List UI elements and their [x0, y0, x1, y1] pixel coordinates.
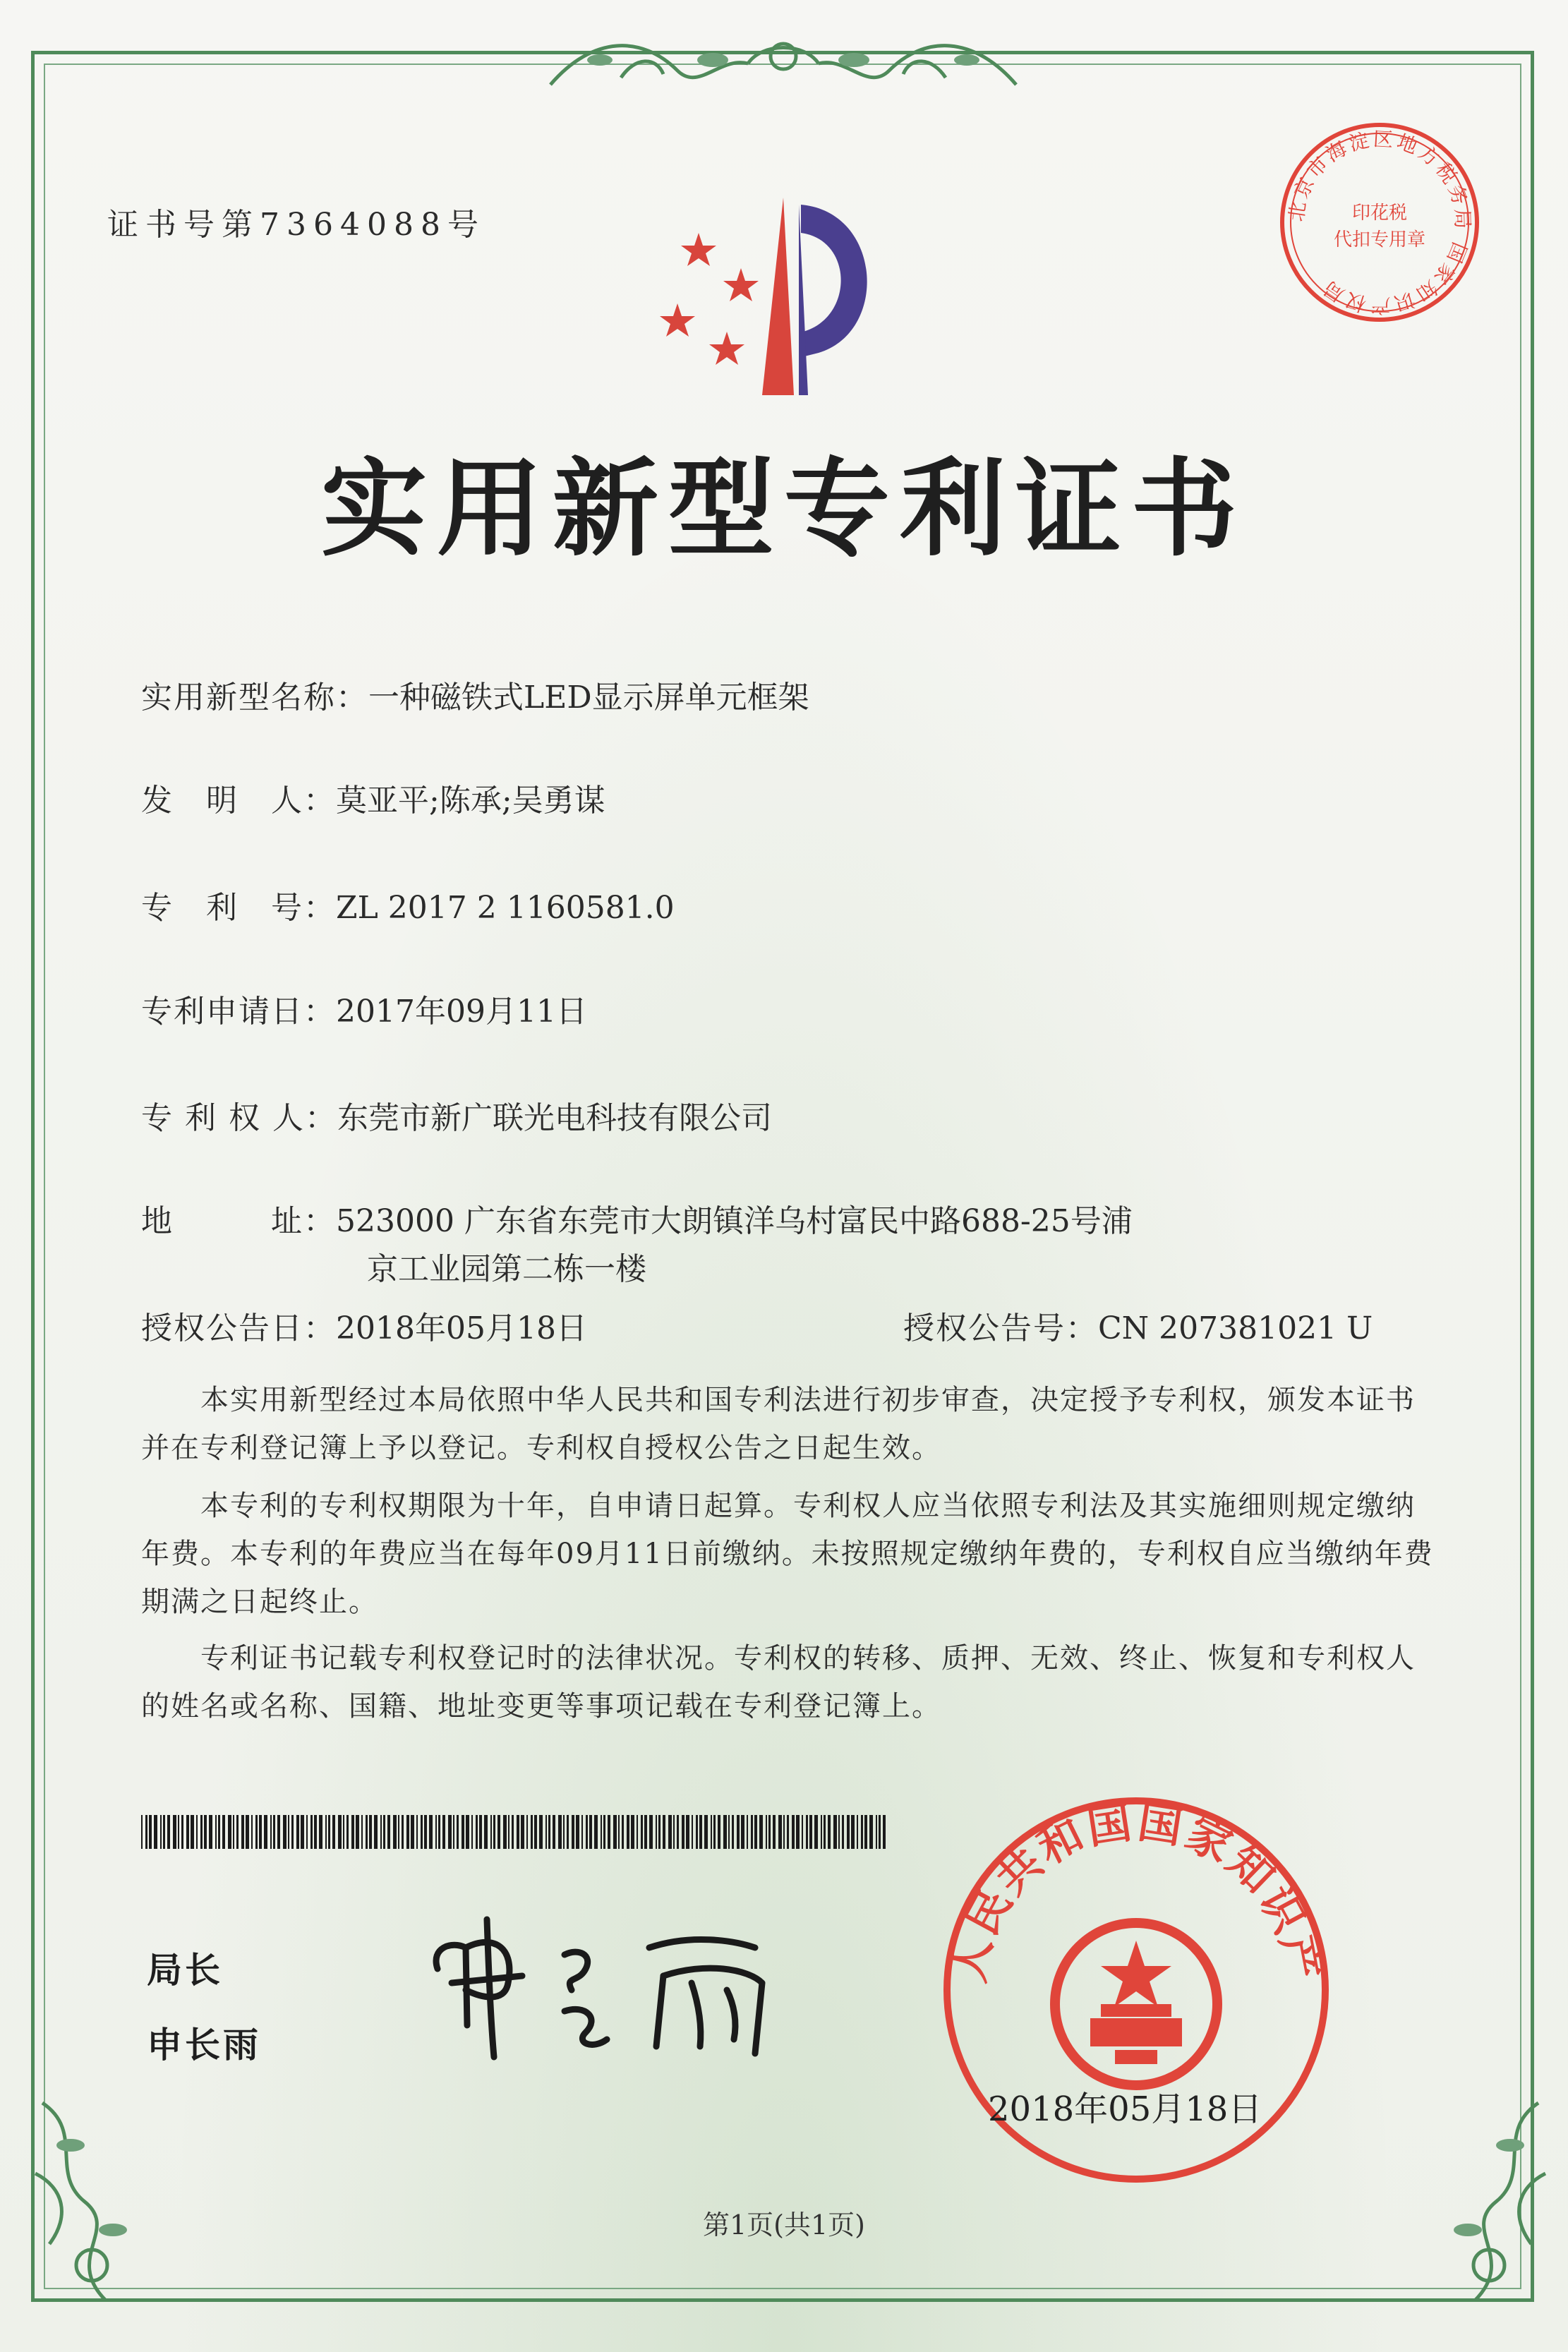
utility-model-name-label: 实用新型名称：: [141, 680, 368, 716]
address-label: 地 址：: [141, 1203, 336, 1239]
patent-office-emblem-icon: [649, 191, 917, 412]
inventor-value: 莫亚平;陈承;吴勇谋: [336, 783, 605, 819]
grant-date-label: 授权公告日：: [141, 1310, 336, 1346]
grant-date-value: 2018年05月18日: [336, 1310, 587, 1346]
filing-date-label: 专利申请日：: [141, 994, 336, 1030]
utility-model-name-value: 一种磁铁式LED显示屏单元框架: [368, 680, 809, 716]
director-title: 局长: [147, 1950, 223, 1991]
office-seal-ring-text: 人民共和国国家知识产: [942, 1796, 1330, 1986]
grant-date-row: [141, 1303, 587, 1348]
inventor-row: [141, 775, 605, 820]
tax-stamp: [1277, 120, 1482, 327]
filing-date-row: [141, 986, 587, 1031]
tax-stamp-line1: 印花税: [1351, 203, 1408, 224]
patentee-label: 专 利 权 人：: [141, 1100, 337, 1136]
patent-number-value: ZL 2017 2 1160581.0: [336, 890, 675, 926]
inventor-label: 发 明 人：: [141, 783, 336, 819]
barcode-icon: [141, 1815, 889, 1849]
seal-date: 2018年05月18日: [988, 2089, 1262, 2129]
director-signature: [423, 1905, 790, 2070]
director-name: 申长雨: [147, 2025, 261, 2065]
address-row: [141, 1195, 1133, 1241]
patentee-row: [141, 1092, 772, 1138]
patentee-value: 东莞市新广联光电科技有限公司: [337, 1100, 772, 1136]
patent-number-label: 专 利 号：: [141, 890, 336, 926]
filing-date-value: 2017年09月11日: [336, 994, 587, 1030]
grant-number-value: CN 207381021 U: [1098, 1310, 1373, 1346]
patent-number-row: [141, 882, 675, 927]
national-emblem-icon: [1055, 1923, 1217, 2085]
paragraph-3: 专利证书记载专利权登记时的法律状况。专利权的转移、质押、无效、终止、恢复和专利权人的姓名或名称、国籍、地址变更等事项记载在专利登记簿上。: [141, 1642, 1416, 1723]
grant-number-label: 授权公告号：: [903, 1310, 1098, 1346]
paragraph-1: 本实用新型经过本局依照中华人民共和国专利法进行初步审查，决定授予专利权，颁发本证书并在专利登记簿上予以登记。专利权自授权公告之日起生效。: [141, 1384, 1416, 1464]
tax-stamp-line2: 代扣专用章: [1333, 229, 1426, 251]
top-ornament-icon: [536, 28, 1030, 106]
page-number: 第1页(共1页): [702, 2209, 865, 2241]
grant-number-row: [903, 1303, 1373, 1348]
utility-model-name-row: [141, 672, 809, 717]
address-line2: 京工业园第二栋一楼: [367, 1251, 646, 1287]
certificate-number: 证书号第7364088号: [107, 207, 486, 243]
document-title: 实用新型专利证书: [320, 447, 1247, 571]
office-seal: [939, 1792, 1334, 2190]
paragraph-2: 本专利的专利权期限为十年，自申请日起算。专利权人应当依照专利法及其实施细则规定缴纳年费。本专利的年费应当在每年09月11日前缴纳。未按照规定缴纳年费的，专利权自应当缴纳年费期满之日起终止。: [141, 1490, 1434, 1618]
tax-stamp-ring-text: 北京市海淀区地方税务局 国家知识产权局: [1284, 127, 1475, 318]
address-line1: 523000 广东省东莞市大朗镇洋乌村富民中路688-25号浦: [336, 1203, 1133, 1239]
